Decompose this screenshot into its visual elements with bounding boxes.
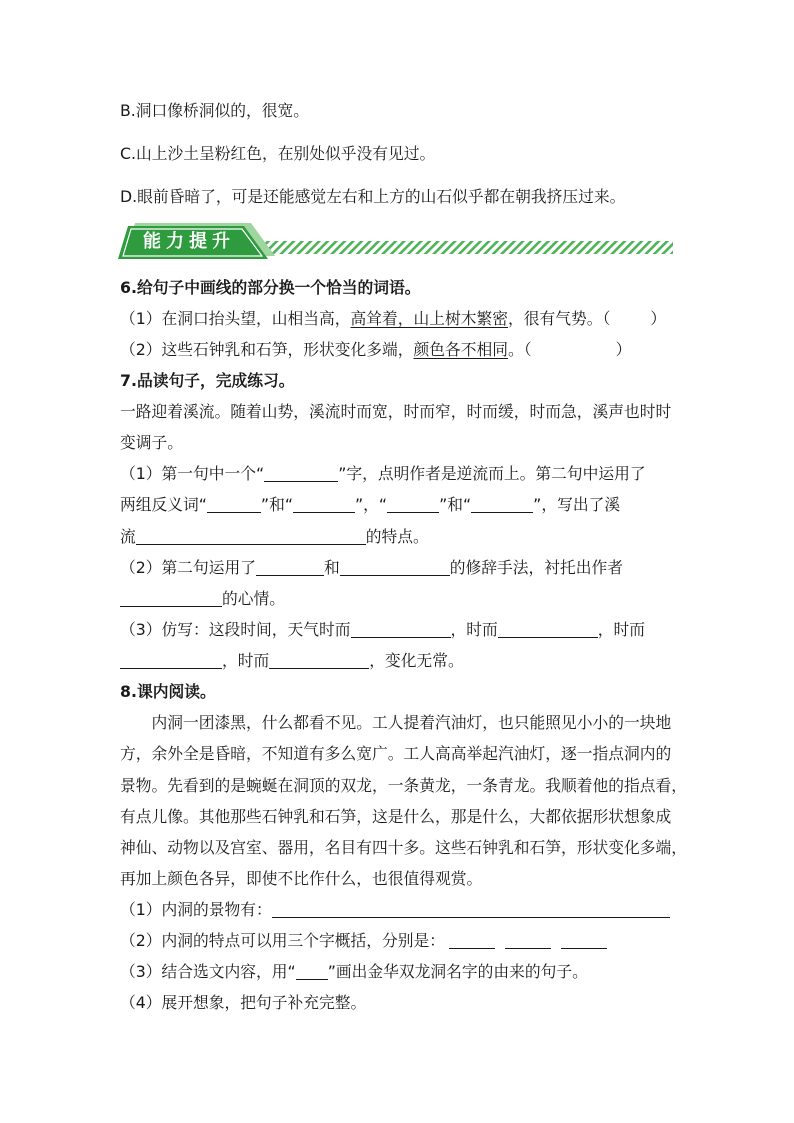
answer-blank[interactable]: [505, 934, 551, 949]
answer-blank[interactable]: [351, 623, 451, 638]
q7-sub3-line: [120, 614, 676, 645]
answer-paren-close: ）: [615, 339, 632, 359]
answer-blank[interactable]: [136, 530, 366, 545]
option-c: C.山上沙土呈粉红色，在别处似乎没有见过。: [120, 144, 436, 163]
q6-item-2-text-end: 。: [508, 339, 524, 359]
q7-passage-line: 变调子。: [120, 433, 183, 453]
option-b: B.洞口像桥洞似的，很宽。: [120, 101, 310, 120]
q7-sub2-text: （2）第二句运用了: [120, 557, 257, 577]
q7-sub1-text: （1）第一句中一个“: [120, 464, 265, 484]
q6-item-2: [120, 334, 676, 365]
answer-blank[interactable]: [296, 965, 328, 980]
q8-passage-line: 景物。先看到的是蜿蜒在洞顶的双龙，一条黄龙，一条青龙。我顺着他的指点看，: [120, 775, 687, 795]
q7-sub1-text: ”，“: [355, 495, 388, 515]
section-banner-title: 能力提升: [143, 231, 235, 252]
q7-sub1-line: [120, 489, 676, 520]
option-d: D.眼前昏暗了，可是还能感觉左右和上方的山石似乎都在朝我挤压过来。: [120, 187, 626, 206]
answer-blank[interactable]: [387, 498, 439, 513]
answer-slot[interactable]: [532, 344, 616, 358]
q8-passage-line: 方，余外全是昏暗，不知道有多么宽广。工人高高举起汽油灯，逐一指点洞内的: [120, 744, 672, 764]
q8-passage-line: 内洞一团漆黑，什么都看不见。工人提着汽油灯，也只能照见小小的一块地: [151, 713, 672, 733]
exercise-content: [120, 272, 687, 1019]
q7-sub2-text: 和: [324, 557, 340, 577]
q7-sub2-line: [120, 583, 676, 614]
answer-blank[interactable]: [207, 498, 261, 513]
q8-question-2: [120, 925, 676, 956]
answer-blank[interactable]: [293, 498, 355, 513]
q7-sub1-text: ”字，点明作者是逆流而上。第二句中运用了: [338, 464, 646, 484]
q6-item-1-underlined-phrase: 高耸着，山上树木繁密: [350, 308, 509, 328]
answer-options: [120, 89, 680, 218]
q7-sub1-text: 流: [120, 526, 136, 546]
answer-blank[interactable]: [120, 592, 222, 607]
answer-slot[interactable]: [610, 313, 650, 327]
q7-sub1-text: ”和“: [260, 495, 293, 515]
q8-question-3-text: （3）结合选文内容，用“: [120, 962, 296, 982]
q7-sub3-text: ，时而: [597, 619, 646, 639]
answer-blank[interactable]: [256, 561, 324, 576]
q7-title: 7.品读句子，完成练习。: [120, 370, 295, 390]
q7-sub1-line: [120, 458, 676, 489]
q7-sub3-text: （3）仿写：这段时间，天气时而: [120, 619, 351, 639]
q7-sub2-line: [120, 552, 676, 583]
q7-sub1-text: 两组反义词“: [120, 495, 207, 515]
q7-sub2-text: 的修辞手法，衬托出作者: [449, 557, 624, 577]
section-banner: [116, 222, 678, 262]
q7-sub3-text: ，时而: [450, 619, 498, 639]
q8-passage-line: 神仙、动物以及宫室、器用，名目有四十多。这些石钟乳和石笋，形状变化多端，: [120, 837, 687, 857]
q6-item-2-underlined-phrase: 颜色各不相同: [413, 339, 509, 359]
answer-paren-open: （: [523, 339, 532, 359]
q7-sub1-text: ”和“: [439, 495, 472, 515]
q6-item-1: [120, 303, 676, 334]
q6-item-2-text: （2）这些石钟乳和石笋，形状变化多端，: [120, 339, 414, 359]
q8-question-1-text: （1）内洞的景物有：: [120, 900, 272, 919]
q8-passage-line: 再加上颜色各异，即使不比作什么，也很值得观赏。: [120, 868, 483, 888]
q8-question-4: （4）展开想象，把句子补充完整。: [120, 993, 367, 1013]
q7-sub3-text: ，时而: [222, 651, 270, 670]
q6-title: 6.给句子中画线的部分换一个恰当的词语。: [120, 277, 421, 297]
q7-sub1-text: 的特点。: [365, 526, 429, 546]
q8-question-3: [120, 956, 676, 987]
q8-passage-line: 有点儿像。其他那些石钟乳和石笋，这是什么，那是什么，大都依据形状想象成: [120, 806, 672, 826]
q7-sub2-text: 的心情。: [222, 588, 285, 608]
q7-sub1-text: ”，写出了溪: [533, 495, 621, 515]
q7-sub3-line: [120, 645, 676, 676]
banner-stripe-band: [258, 241, 673, 254]
q8-question-2-text: （2）内洞的特点可以用三个字概括，分别是：: [120, 931, 446, 951]
answer-blank[interactable]: [340, 561, 450, 576]
answer-blank[interactable]: [561, 934, 607, 949]
q8-question-1: [120, 894, 676, 925]
q7-passage-line: 一路迎着溪流。随着山势，溪流时而宽，时而窄，时而缓，时而急，溪声也时时: [120, 402, 672, 421]
answer-blank[interactable]: [272, 903, 670, 918]
answer-blank[interactable]: [449, 934, 495, 949]
answer-blank[interactable]: [120, 654, 222, 669]
answer-blank[interactable]: [269, 654, 369, 669]
q6-item-1-text-end: ，很有气势。: [508, 308, 603, 328]
answer-blank[interactable]: [498, 623, 598, 638]
q6-item-1-text: （1）在洞口抬头望，山相当高，: [120, 308, 351, 328]
answer-blank[interactable]: [264, 467, 338, 482]
answer-blank[interactable]: [471, 498, 533, 513]
answer-paren-open: （: [602, 308, 611, 328]
q8-title: 8.课内阅读。: [120, 682, 216, 702]
answer-paren-close: ）: [650, 308, 667, 328]
q8-question-3-text-end: ”画出金华双龙洞名字的由来的句子。: [327, 962, 588, 982]
q7-sub1-line: [120, 521, 676, 552]
q7-sub3-text: ，变化无常。: [369, 651, 464, 670]
